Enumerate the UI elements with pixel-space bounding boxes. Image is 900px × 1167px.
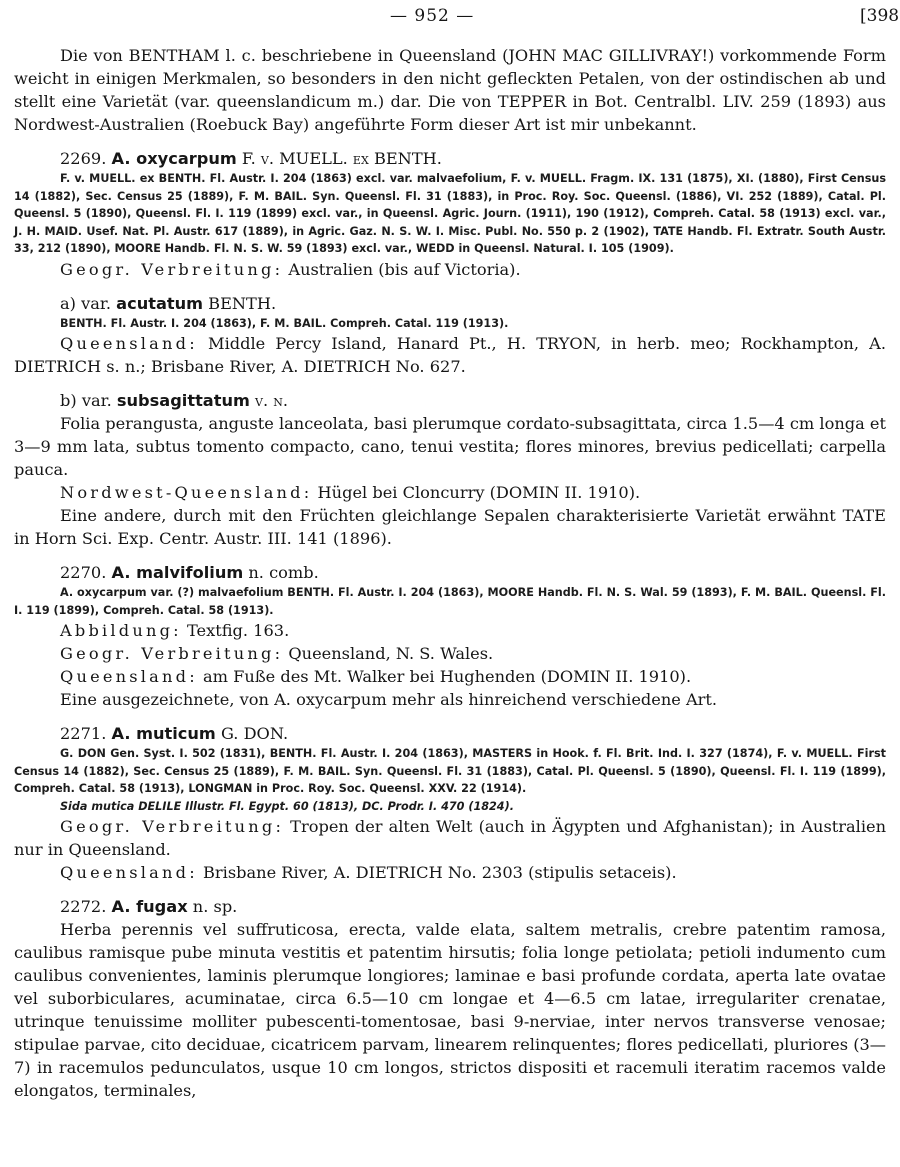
document-body <box>14 44 886 1102</box>
locality-line <box>14 665 886 688</box>
figure-label: Abbildung: <box>60 621 182 640</box>
distribution-text: Tropen der alten Welt (auch in Ägypten und Afghanistan); in Australien nur in Queensland. <box>14 817 886 859</box>
species-name: A. fugax <box>111 897 188 916</box>
species-heading-2269 <box>14 147 886 170</box>
intro-paragraph: Die von BENTHAM l. c. beschriebene in Queensland (JOHN MAC GILLIVRAY!) vorkommende Form weicht in einigen Merkmalen, so besonders in den nicht gefleckten Petalen, von der ostindischen ab und stellt eine Varietät (var. queenslandicum m.) dar. Die von TEPPER in Bot. Centralbl. LIV. 259 (1893) aus Nordwest-Australien (Roebuck Bay) angeführte Form dieser Art ist mir unbekannt. <box>14 46 886 134</box>
distribution-line <box>14 642 886 665</box>
citation-block: G. DON Gen. Syst. I. 502 (1831), BENTH. Fl. Austr. I. 204 (1863), MASTERS in Hook. f. Fl. Brit. Ind. I. 327 (1874), F. v. MUELL. First Census 14 (1882), Sec. Census 25 (1889), F. M. BAIL. Syn. Queensl. Fl. 31 (1883), Catal. Pl. Queensl. 5 (1890), Queensl. Fl. I. 119 (1899), Compreh. Catal. 58 (1913), LONGMAN in Proc. Roy. Soc. Queensl. XXV. 22 (1914). <box>14 747 886 795</box>
citation-block: F. v. MUELL. ex BENTH. Fl. Austr. I. 204 (1863) excl. var. malvaefolium, F. v. MUELL. Fragm. IX. 131 (1875), XI. (1880), First Census 14 (1882), Sec. Census 25 (1889), F. M. BAIL. Syn. Queensl. Fl. 31 (1883), in Proc. Roy. Soc. Queensl. (1886), VI. 252 (1889), Catal. Pl. Queensl. 5 (1890), Queensl. Fl. I. 119 (1899) excl. var., in Queensl. Agric. Journ. (1911), 190 (1912), Compreh. Catal. 58 (1913) excl. var., J. H. MAID. Usef. Nat. Pl. Austr. 617 (1889), in Agric. Gaz. N. S. W. I. Misc. Publ. No. 550 p. 2 (1902), TATE Handb. Fl. Extratr. South Austr. 33, 212 (1890), MOORE Handb. Fl. N. S. W. 59 (1893) excl. var., WEDD in Queensl. Natural. I. 105 (1909). <box>14 172 886 255</box>
locality-line <box>14 332 886 378</box>
species-number: 2269. <box>60 149 107 168</box>
variety-label: a) var. <box>60 293 112 313</box>
citation-block: BENTH. Fl. Austr. I. 204 (1863), F. M. BAIL. Compreh. Catal. 119 (1913). <box>60 316 509 330</box>
variety-author: BENTH. <box>208 293 277 313</box>
synonym-line <box>14 798 886 816</box>
locality-text: Hügel bei Cloncurry (DOMIN II. 1910). <box>317 483 641 502</box>
distribution-label: Geogr. Verbreitung: <box>60 817 285 836</box>
distribution-text: Australien (bis auf Victoria). <box>288 259 521 279</box>
species-author: n. comb. <box>248 563 319 582</box>
variety-name: acutatum <box>116 293 204 313</box>
distribution-label: Geogr. Verbreitung: <box>60 259 284 279</box>
species-name: A. oxycarpum <box>111 149 237 168</box>
variety-heading-a <box>14 292 886 315</box>
locality-line <box>14 481 886 504</box>
species-heading-2272 <box>14 895 886 918</box>
citation-block: A. oxycarpum var. (?) malvaefolium BENTH. Fl. Austr. I. 204 (1863), MOORE Handb. Fl. N. S. Wal. 59 (1893), F. M. BAIL. Queensl. Fl. I. 119 (1899), Compreh. Catal. 58 (1913). <box>14 586 886 617</box>
variety-name: subsagittatum <box>116 391 250 410</box>
latin-diagnosis: Herba perennis vel suffruticosa, erecta, valde elata, saltem metralis, crebre patentim ramosa, caulibus ramisque pube minuta vestitis et patentim hirsutis; folia longe petiolata; petioli indumento cum caulibus convenientes, laminis plerumque longiores; laminae e basi profunde cordata, aperta late ovatae vel suborbiculares, acuminatae, circa 6.5—10 cm longae et 4—6.5 cm latae, irregulariter crenatae, utrinque tenuissime molliter pubescenti-tomentosae, basi 9-nerviae, inter nervos transverse venosae; stipulae parvae, cito deciduae, cicatricem parvam, linearem relinquentes; flores pedicellati, pluriores (3—7) in racemulos pedunculatos, usque 10 cm longos, strictos dispositi et racemuli iteratim racemos valde elongatos, terminales, <box>14 920 886 1100</box>
species-author: G. DON. <box>220 724 289 743</box>
locality-label: Nordwest-Queensland: <box>60 483 313 502</box>
locality-label: Queensland: <box>60 334 198 353</box>
distribution-line <box>14 815 886 861</box>
species-name: A. muticum <box>111 724 216 743</box>
page-header <box>0 2 900 30</box>
species-author: n. sp. <box>192 897 238 916</box>
figure-line <box>14 619 886 642</box>
synonym-text: Sida mutica DELILE Illustr. Fl. Egypt. 60 (1813), DC. Prodr. I. 470 (1824). <box>60 799 514 813</box>
figure-text: Textfig. 163. <box>186 621 290 640</box>
note-paragraph: Eine ausgezeichnete, von A. oxycarpum mehr als hinreichend verschiedene Art. <box>60 690 718 709</box>
species-number: 2271. <box>60 724 107 743</box>
variety-label: b) var. <box>60 391 112 410</box>
locality-text: am Fuße des Mt. Walker bei Hughenden (DOMIN II. 1910). <box>203 667 692 686</box>
locality-text: Middle Percy Island, Hanard Pt., H. TRYON, in herb. meo; Rockhampton, A. DIETRICH s. n.; Brisbane River, A. DIETRICH No. 627. <box>14 334 886 376</box>
species-heading-2271 <box>14 722 886 745</box>
locality-label: Queensland: <box>60 667 198 686</box>
species-number: 2270. <box>60 563 107 582</box>
distribution-text: Queensland, N. S. Wales. <box>288 644 494 663</box>
latin-diagnosis: Folia perangusta, anguste lanceolata, basi plerumque cordato-subsagittata, circa 1.5—4 cm longa et 3—9 mm lata, subtus tomento compacto, cano, tenui vestita; flores minores, brevius pedicellati; carpella pauca. <box>14 414 887 479</box>
species-author: F. v. MUELL. ex BENTH. <box>241 149 442 168</box>
note-paragraph: Eine andere, durch mit den Früchten gleichlange Sepalen charakterisierte Varietät erwähnt TATE in Horn Sci. Exp. Centr. Austr. III. 141 (1896). <box>14 506 886 548</box>
locality-label: Queensland: <box>60 863 198 882</box>
distribution-line <box>14 258 886 281</box>
locality-text: Brisbane River, A. DIETRICH No. 2303 (stipulis setaceis). <box>203 863 677 882</box>
page-number: — 952 — <box>390 6 475 26</box>
distribution-label: Geogr. Verbreitung: <box>60 644 284 663</box>
variety-heading-b <box>14 389 886 412</box>
species-number: 2272. <box>60 897 107 916</box>
variety-author: v. n. <box>255 391 289 410</box>
locality-line <box>14 861 886 884</box>
page-number-alt: [398 <box>860 6 900 26</box>
species-heading-2270 <box>14 561 886 584</box>
species-name: A. malvifolium <box>111 563 244 582</box>
